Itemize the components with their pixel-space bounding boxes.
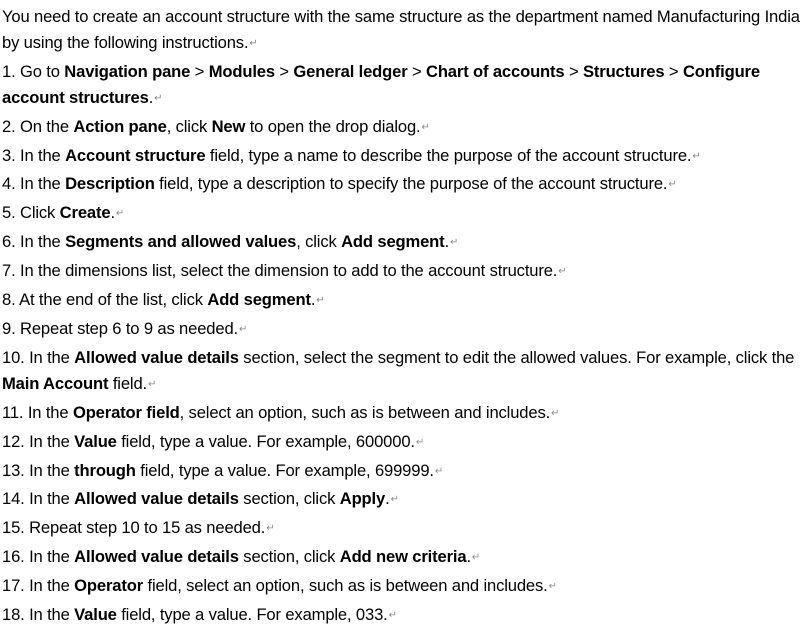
step-text: > <box>664 61 683 81</box>
bold-term: Allowed value details <box>74 547 239 567</box>
bold-term: Configure account structures <box>2 61 760 107</box>
step-text: field. <box>108 373 147 393</box>
bold-term: Allowed value details <box>74 347 239 367</box>
bold-term: Add segment <box>207 290 311 310</box>
step-text: field, select an option, such as is between and includes. <box>143 576 548 596</box>
step-text: > <box>190 61 209 81</box>
step-text: 4. In the <box>2 174 66 194</box>
bold-term: Operator <box>74 576 144 596</box>
return-mark-icon: ↵ <box>154 92 163 104</box>
return-mark-icon: ↵ <box>148 378 157 390</box>
step-text: 3. In the <box>2 145 66 165</box>
bold-term: through <box>74 460 136 480</box>
step-text: to open the drop dialog. <box>245 116 421 136</box>
bold-term: Allowed value details <box>74 489 239 509</box>
step-text: field, type a value. For example, 699999. <box>135 460 434 480</box>
return-mark-icon: ↵ <box>390 494 399 506</box>
bold-term: Value <box>74 605 117 625</box>
step-text: > <box>564 61 583 81</box>
bold-term: Main Account <box>2 373 109 393</box>
bold-term: Create <box>59 203 111 223</box>
instruction-step <box>2 458 810 487</box>
step-text: 13. In the <box>2 460 75 480</box>
bold-term: Segments and allowed values <box>65 232 297 252</box>
return-mark-icon: ↵ <box>421 121 430 133</box>
instruction-step <box>2 345 810 400</box>
instruction-step <box>2 114 810 143</box>
instruction-steps <box>2 59 810 631</box>
bold-term: Action pane <box>73 116 167 136</box>
return-mark-icon: ↵ <box>266 523 275 535</box>
bold-term: Apply <box>339 489 386 509</box>
step-text: field, type a name to describe the purpose of the account structure. <box>205 145 692 165</box>
step-text: 2. On the <box>2 116 74 136</box>
step-text: . <box>385 489 390 509</box>
bold-term: Add new criteria <box>339 547 467 567</box>
step-text: > <box>274 61 294 81</box>
step-text: 15. Repeat step 10 to 15 as needed. <box>2 518 266 538</box>
return-mark-icon: ↵ <box>668 179 677 191</box>
return-mark-icon: ↵ <box>239 323 248 335</box>
bold-term: Chart of accounts <box>425 61 565 81</box>
bold-term: Operator field <box>72 402 180 422</box>
instruction-step <box>2 573 810 602</box>
step-text: , click <box>296 232 342 252</box>
step-text: 5. Click <box>2 203 60 223</box>
return-mark-icon: ↵ <box>548 581 557 593</box>
instruction-step <box>2 515 810 544</box>
step-text: field, type a value. For example, 033. <box>116 605 388 625</box>
intro-paragraph <box>2 4 810 59</box>
step-text: 9. Repeat step 6 to 9 as needed. <box>2 318 238 338</box>
step-text: . <box>110 203 115 223</box>
return-mark-icon: ↵ <box>450 237 459 249</box>
step-text: 10. In the <box>2 347 75 367</box>
instruction-step <box>2 258 810 287</box>
bold-term: Modules <box>208 61 275 81</box>
bold-term: Navigation pane <box>64 61 191 81</box>
return-mark-icon: ↵ <box>115 208 125 220</box>
step-text: 17. In the <box>2 576 75 596</box>
step-text: . <box>466 547 471 567</box>
step-text: , click <box>166 116 212 136</box>
step-text: field, type a value. For example, 600000. <box>116 431 415 451</box>
instruction-step <box>2 316 810 345</box>
instruction-step <box>2 602 810 631</box>
step-text: section, click <box>238 489 340 509</box>
instruction-step <box>2 200 810 229</box>
instruction-step <box>2 229 810 258</box>
return-mark-icon: ↵ <box>316 295 325 307</box>
step-text: section, click <box>238 547 340 567</box>
instruction-step <box>2 429 810 458</box>
step-text: 7. In the dimensions list, select the dimension to add to the account structure. <box>2 261 558 281</box>
return-mark-icon: ↵ <box>558 266 567 278</box>
bold-term: New <box>211 116 246 136</box>
instruction-step <box>2 544 810 573</box>
return-mark-icon: ↵ <box>415 436 425 448</box>
bold-term: General ledger <box>293 61 408 81</box>
instruction-step <box>2 486 810 515</box>
intro-text: You need to create an account structure with the same structure as the department named Manufacturing India by using the following instructions. <box>2 7 800 52</box>
instruction-step <box>2 171 810 200</box>
step-text: > <box>407 61 426 81</box>
step-text: . <box>310 290 316 310</box>
bold-term: Structures <box>582 61 665 81</box>
step-text: section, select the segment to edit the allowed values. For example, click the <box>238 347 795 367</box>
step-text: 18. In the <box>2 605 75 625</box>
step-text: . <box>148 87 154 107</box>
step-text: 12. In the <box>2 431 75 451</box>
step-text: 6. In the <box>2 232 66 252</box>
step-text: 14. In the <box>2 489 75 509</box>
instruction-step <box>2 287 810 316</box>
step-text: , select an option, such as is between and includes. <box>179 402 551 422</box>
bold-term: Add segment <box>341 232 445 252</box>
bold-term: Value <box>74 431 117 451</box>
step-text: field, type a description to specify the purpose of the account structure. <box>154 174 668 194</box>
step-text: . <box>444 232 450 252</box>
step-text: 1. Go to <box>2 61 65 81</box>
step-text: 16. In the <box>2 547 75 567</box>
instruction-step <box>2 59 810 114</box>
instruction-step <box>2 143 810 172</box>
return-mark-icon: ↵ <box>471 552 481 564</box>
step-text: 11. In the <box>2 402 73 422</box>
step-text: 8. At the end of the list, click <box>2 290 208 310</box>
return-mark-icon: ↵ <box>249 37 258 49</box>
return-mark-icon: ↵ <box>434 465 444 477</box>
return-mark-icon: ↵ <box>388 610 397 622</box>
return-mark-icon: ↵ <box>551 407 560 419</box>
bold-term: Description <box>65 174 155 194</box>
return-mark-icon: ↵ <box>692 150 701 162</box>
instruction-step <box>2 400 810 429</box>
bold-term: Account structure <box>65 145 206 165</box>
